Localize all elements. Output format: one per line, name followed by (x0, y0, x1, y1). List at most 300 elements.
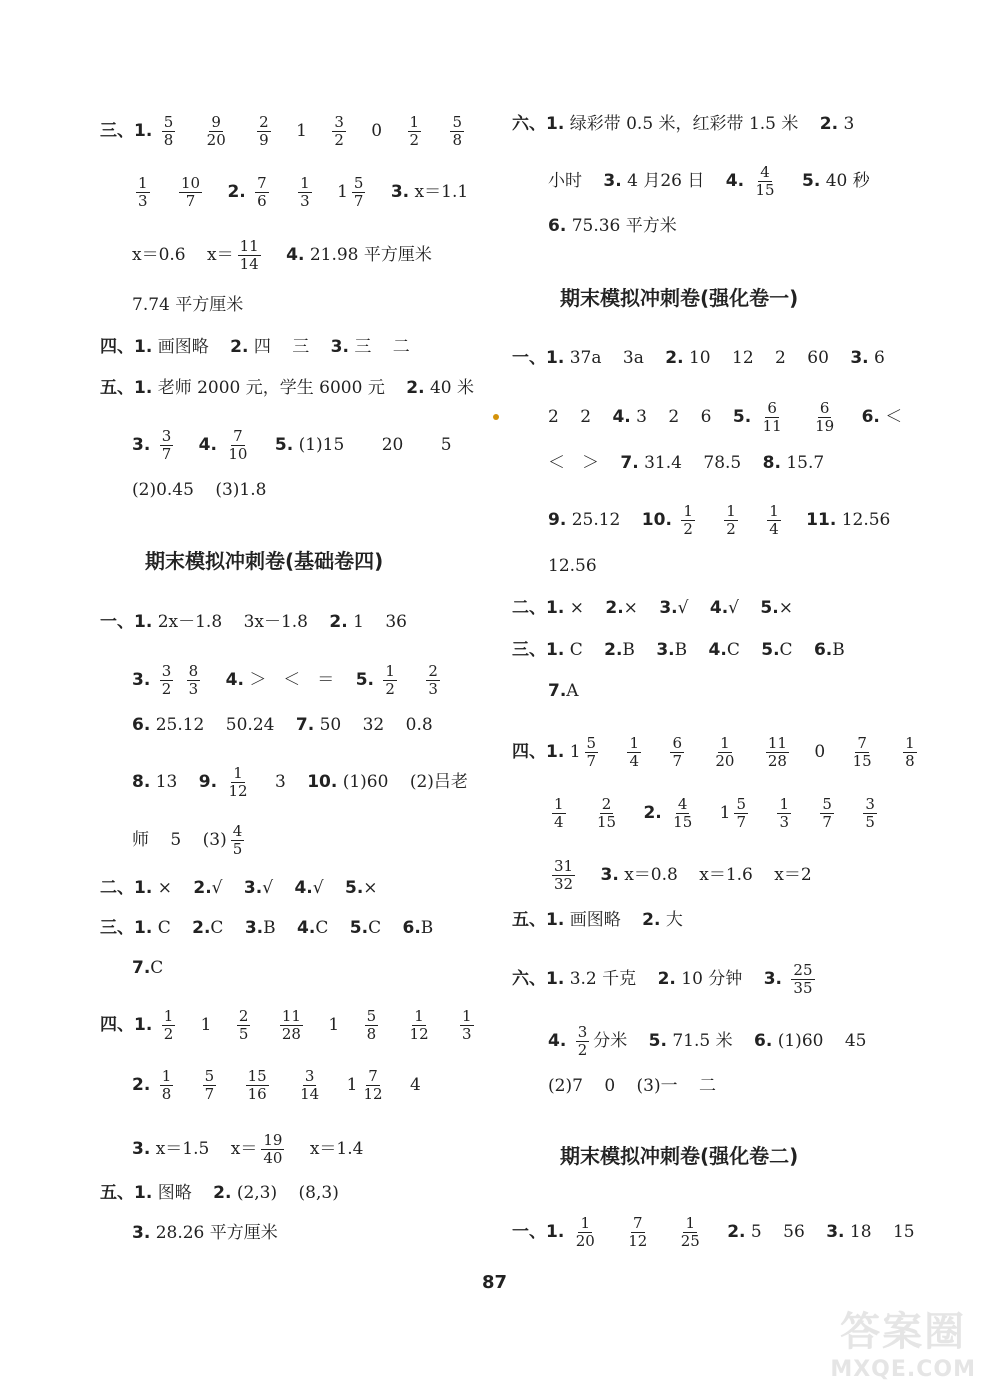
denominator: 8 (163, 131, 174, 149)
section-title: 期末模拟冲刺卷(强化卷一) (560, 286, 799, 310)
denominator: 2 (163, 1025, 174, 1043)
value: ＞ ＜ ＝ (249, 670, 335, 690)
value: 6 (874, 348, 885, 368)
fraction (203, 1068, 217, 1103)
answer-line (548, 164, 870, 199)
fraction (257, 114, 271, 149)
question-number: 2. (604, 640, 623, 660)
value: 10 (688, 348, 711, 368)
value: 绿彩带 0.5 米，红彩带 1.5 米 (569, 114, 799, 134)
question-label: 一、1. (512, 348, 565, 368)
denominator: 7 (353, 192, 364, 210)
choice: C (779, 640, 793, 660)
question-number: 5. (349, 918, 369, 938)
value: 1 (346, 1075, 358, 1095)
cross-mark: × (363, 878, 378, 898)
numerator: 1 (629, 734, 640, 752)
question-number: 5. (760, 598, 779, 618)
fraction (670, 735, 684, 770)
numerator: 1 (905, 734, 915, 752)
fraction (160, 663, 174, 698)
fraction (160, 428, 174, 463)
numerator: 25 (793, 961, 813, 979)
question-number: 2. (665, 348, 684, 368)
denominator: 7 (161, 445, 172, 463)
question-number: 2. (132, 1075, 151, 1095)
numerator: 1 (414, 1007, 424, 1025)
question-number: 6. (754, 1031, 773, 1051)
check-mark: √ (262, 878, 274, 898)
cross-mark: × (569, 598, 584, 618)
question-number: 4. (612, 407, 631, 427)
answer-line (548, 556, 597, 576)
question-number: 9. (548, 510, 567, 530)
numerator: 8 (188, 662, 199, 680)
value: 三 (292, 337, 310, 357)
numerator: 11 (239, 237, 259, 255)
denominator: 11 (762, 417, 782, 435)
question-number: 4. (286, 245, 305, 265)
question-number: 4. (708, 640, 727, 660)
value: 画图略 (157, 337, 209, 357)
page-number: 87 (482, 1272, 508, 1293)
answer-line (132, 765, 468, 800)
answer-line (512, 910, 683, 930)
fraction (136, 175, 150, 210)
numerator: 1 (385, 662, 395, 680)
question-number: 9. (198, 772, 218, 792)
question-number: 3. (659, 598, 678, 618)
denominator: 3 (779, 813, 789, 831)
numerator: 7 (857, 734, 867, 752)
value: 50 (319, 715, 342, 735)
fraction (626, 1215, 649, 1250)
answer-line (512, 735, 921, 770)
value: 0 (814, 742, 826, 762)
denominator: 3 (188, 680, 199, 698)
denominator: 28 (767, 752, 787, 770)
answer-line (100, 378, 474, 398)
denominator: 12 (228, 782, 248, 800)
numerator: 1 (580, 1214, 591, 1232)
value: 2 (548, 407, 559, 427)
question-number: 2. (643, 803, 662, 823)
denominator: 20 (715, 752, 735, 770)
question-number: 2. (192, 918, 211, 938)
answer-line (548, 453, 824, 473)
fraction (777, 796, 791, 831)
value: 21.98 平方厘米 (309, 245, 432, 265)
answer-line (548, 216, 677, 236)
value: 小时 (548, 171, 582, 191)
value: (3) (202, 830, 227, 850)
equation: x＝1.5 (155, 1139, 210, 1159)
denominator: 5 (238, 1025, 249, 1043)
cross-mark: × (623, 598, 638, 618)
value: 1 (296, 121, 307, 141)
equation: x＝1.4 (309, 1139, 364, 1159)
value: 32 (362, 715, 385, 735)
question-number: 4. (297, 918, 316, 938)
fraction (332, 114, 346, 149)
numerator: 1 (726, 502, 736, 520)
question-label: 二、1. (512, 598, 565, 618)
question-number: 10. (307, 772, 338, 792)
fraction (851, 735, 874, 770)
denominator: 2 (726, 520, 736, 538)
value: 2 (668, 407, 680, 427)
fraction (383, 663, 397, 698)
numerator: 7 (368, 1067, 378, 1085)
numerator: 5 (452, 113, 463, 131)
numerator: 3 (865, 795, 875, 813)
denominator: 12 (363, 1085, 383, 1103)
question-number: 2. (213, 1183, 232, 1203)
answer-line (512, 114, 854, 134)
fraction (766, 735, 789, 770)
answer-line (548, 503, 890, 538)
value: 5 (750, 1222, 762, 1242)
value: 25.12 (155, 715, 205, 735)
answer-line (132, 958, 163, 978)
fraction (187, 663, 201, 698)
value: 7.74 平方厘米 (132, 295, 244, 315)
value: 6 (700, 407, 712, 427)
value: 1 (569, 742, 581, 762)
denominator: 3 (138, 192, 148, 210)
value: 31.4 (644, 453, 682, 473)
numerator: 5 (204, 1067, 215, 1085)
equation: x＝ (207, 245, 234, 265)
denominator: 25 (680, 1232, 700, 1250)
denominator: 5 (865, 813, 875, 831)
equation: x＝1.1 (414, 182, 469, 202)
numerator: 4 (760, 163, 770, 181)
question-label: 三、1. (512, 640, 565, 660)
value: 3a (622, 348, 644, 368)
value: (1)60 (342, 772, 389, 792)
numerator: 19 (263, 1131, 283, 1149)
denominator: 4 (769, 520, 779, 538)
equation: x＝ (230, 1139, 258, 1159)
fraction (160, 1068, 174, 1103)
fraction (671, 796, 694, 831)
question-number: 3. (132, 670, 151, 690)
question-label: 三、1. (100, 918, 153, 938)
question-number: 8. (762, 453, 781, 473)
denominator: 40 (263, 1149, 283, 1167)
question-number: 8. (132, 772, 151, 792)
value: ＜ ＞ (548, 453, 599, 473)
question-number: 4. (294, 878, 313, 898)
equation: x＝2 (774, 865, 812, 885)
denominator: 4 (629, 752, 640, 770)
value: 5 (440, 435, 452, 455)
answer-line (132, 715, 433, 735)
answer-line (132, 1068, 421, 1103)
value: 3 (274, 772, 286, 792)
question-label: 六、1. (512, 114, 565, 134)
question-number: 6. (813, 640, 833, 660)
value: 画图略 (569, 910, 621, 930)
check-mark: √ (211, 878, 223, 898)
denominator: 8 (161, 1085, 172, 1103)
numerator: 3 (304, 1067, 315, 1085)
numerator: 31 (554, 857, 574, 875)
value: 45 (844, 1031, 867, 1051)
question-label: 五、1. (100, 1183, 153, 1203)
denominator: 3 (462, 1025, 472, 1043)
value: 2 (580, 407, 592, 427)
value: 5 (170, 830, 182, 850)
value: 老师 2000 元，学生 6000 元 (157, 378, 385, 398)
fraction (426, 663, 440, 698)
denominator: 15 (852, 752, 872, 770)
value: 1 (337, 182, 348, 202)
fraction (205, 114, 228, 149)
denominator: 8 (366, 1025, 377, 1043)
question-number: 5. (732, 407, 752, 427)
fraction (179, 175, 202, 210)
numerator: 1 (685, 1214, 696, 1232)
question-number: 3. (656, 640, 675, 660)
question-number: 2. (406, 378, 425, 398)
denominator: 15 (596, 813, 617, 831)
equation: x＝0.8 (624, 865, 678, 885)
question-number: 3. (763, 969, 783, 989)
value: (2)7 (548, 1076, 583, 1096)
question-number: 3. (826, 1222, 845, 1242)
answer-line (512, 1215, 915, 1250)
numerator: 5 (586, 734, 597, 752)
answer-line (512, 598, 793, 618)
fraction (820, 796, 834, 831)
value: 1 (353, 612, 364, 632)
question-number: 3. (132, 435, 151, 455)
value: 36 (385, 612, 407, 632)
answer-line (100, 612, 407, 632)
fraction (627, 735, 641, 770)
value: 1 (200, 1015, 212, 1035)
numerator: 6 (819, 399, 830, 417)
value: (1)15 (298, 435, 345, 455)
value: 60 (807, 348, 829, 368)
fraction (753, 164, 776, 199)
cross-mark: × (778, 598, 793, 618)
value: (2)吕老 (409, 772, 468, 792)
numerator: 7 (257, 174, 267, 192)
fraction (408, 114, 422, 149)
cross-mark: × (157, 878, 172, 898)
denominator: 2 (409, 131, 420, 149)
choice: B (832, 640, 845, 660)
question-number: 2. (329, 612, 348, 632)
value: 75.36 平方米 (571, 216, 677, 236)
choice: C (150, 958, 164, 978)
question-number: 2. (227, 182, 246, 202)
value: (8,3) (298, 1183, 339, 1203)
question-number: 6. (861, 407, 880, 427)
numerator: 5 (822, 795, 832, 813)
value: 18 (849, 1222, 872, 1242)
numerator: 1 (300, 174, 310, 192)
value: 1 (328, 1015, 340, 1035)
denominator: 8 (452, 131, 463, 149)
numerator: 1 (720, 734, 730, 752)
fraction (365, 1008, 379, 1043)
answer-line (548, 796, 881, 831)
value: ＜ (885, 407, 903, 427)
denominator: 32 (554, 875, 574, 893)
question-number: 4. (725, 171, 745, 191)
answer-line (132, 480, 266, 500)
question-number: 5. (801, 171, 821, 191)
watermark-url: MXQE.COM (830, 1357, 976, 1382)
answer-line (132, 238, 432, 273)
denominator: 3 (300, 192, 310, 210)
question-number: 6. (132, 715, 151, 735)
numerator: 15 (247, 1067, 267, 1085)
numerator: 1 (554, 795, 564, 813)
numerator: 11 (767, 734, 787, 752)
answer-line (132, 295, 243, 315)
fraction (791, 962, 814, 997)
fraction (460, 1008, 474, 1043)
fraction (681, 503, 695, 538)
question-number: 10. (641, 510, 672, 530)
question-number: 6. (402, 918, 421, 938)
fraction (679, 1215, 702, 1250)
value: 大 (665, 910, 683, 930)
fraction (298, 175, 312, 210)
denominator: 7 (586, 752, 597, 770)
fraction (226, 428, 249, 463)
section-title: 期末模拟冲刺卷(强化卷二) (560, 1144, 799, 1168)
answer-line (548, 400, 902, 435)
numerator: 2 (428, 662, 438, 680)
denominator: 14 (239, 255, 259, 273)
numerator: 5 (353, 174, 364, 192)
question-number: 4. (709, 598, 729, 618)
answer-line (548, 858, 812, 893)
fraction (863, 796, 877, 831)
choice: C (210, 918, 224, 938)
denominator: 2 (161, 680, 172, 698)
denominator: 12 (409, 1025, 429, 1043)
answer-line (100, 918, 433, 938)
value: 15.7 (786, 453, 825, 473)
denominator: 7 (672, 752, 682, 770)
question-number: 2. (727, 1222, 746, 1242)
ink-dot (493, 414, 499, 420)
choice: B (622, 640, 635, 660)
question-number: 2. (605, 598, 624, 618)
value: 28.26 平方厘米 (155, 1223, 278, 1243)
fraction (585, 735, 599, 770)
value: 3.2 千克 (569, 969, 637, 989)
question-number: 3. (132, 1139, 151, 1159)
numerator: 5 (366, 1007, 377, 1025)
numerator: 1 (683, 502, 693, 520)
section-title: 期末模拟冲刺卷(基础卷四) (145, 549, 384, 573)
answer-line (512, 348, 885, 368)
question-number: 2. (657, 969, 676, 989)
value: 3 (636, 407, 647, 427)
fraction (450, 114, 464, 149)
denominator: 28 (281, 1025, 301, 1043)
denominator: 19 (815, 417, 835, 435)
fraction (162, 1008, 176, 1043)
denominator: 35 (793, 979, 813, 997)
numerator: 3 (161, 662, 172, 680)
check-mark: √ (728, 598, 739, 618)
fraction (352, 175, 366, 210)
question-number: 3. (244, 918, 264, 938)
denominator: 7 (204, 1085, 215, 1103)
answer-line (548, 1076, 716, 1096)
choice: B (263, 918, 276, 938)
question-number: 7. (295, 715, 315, 735)
numerator: 4 (677, 795, 688, 813)
question-label: 四、1. (100, 337, 153, 357)
value: 37a (569, 348, 602, 368)
check-mark: √ (312, 878, 324, 898)
value: 12.56 (548, 556, 597, 576)
equation: x＝0.6 (132, 245, 186, 265)
value: 1 (719, 803, 731, 823)
choice: B (420, 918, 434, 938)
answer-line (548, 1024, 867, 1059)
question-label: 五、1. (100, 378, 153, 398)
choice: C (368, 918, 382, 938)
denominator: 2 (683, 520, 693, 538)
fraction (255, 175, 269, 210)
numerator: 5 (736, 795, 747, 813)
numerator: 1 (779, 795, 789, 813)
denominator: 20 (206, 131, 226, 149)
choice: A (566, 681, 579, 701)
fraction (574, 1215, 597, 1250)
equation: 2x－1.8 (157, 612, 223, 632)
question-label: 二、1. (100, 878, 153, 898)
denominator: 7 (736, 813, 747, 831)
value: 12.56 (841, 510, 891, 530)
question-number: 5. (274, 435, 294, 455)
denominator: 6 (257, 192, 267, 210)
value: 3 (843, 114, 855, 134)
value: (2,3) (236, 1183, 278, 1203)
fraction (408, 1008, 431, 1043)
fraction (761, 400, 784, 435)
denominator: 2 (334, 131, 344, 149)
fraction (280, 1008, 303, 1043)
choice: C (726, 640, 740, 660)
denominator: 3 (428, 680, 438, 698)
fraction (162, 114, 176, 149)
value: 师 (132, 830, 149, 850)
value: (1)60 (777, 1031, 824, 1051)
value: 4 (409, 1075, 421, 1095)
denominator: 7 (822, 813, 832, 831)
question-number: 3. (330, 337, 349, 357)
numerator: 2 (259, 113, 269, 131)
fraction (238, 238, 261, 273)
question-number: 2. (193, 878, 212, 898)
fraction (595, 796, 618, 831)
question-number: 11. (806, 510, 837, 530)
answer-line (132, 663, 444, 698)
value: 78.5 (703, 453, 742, 473)
